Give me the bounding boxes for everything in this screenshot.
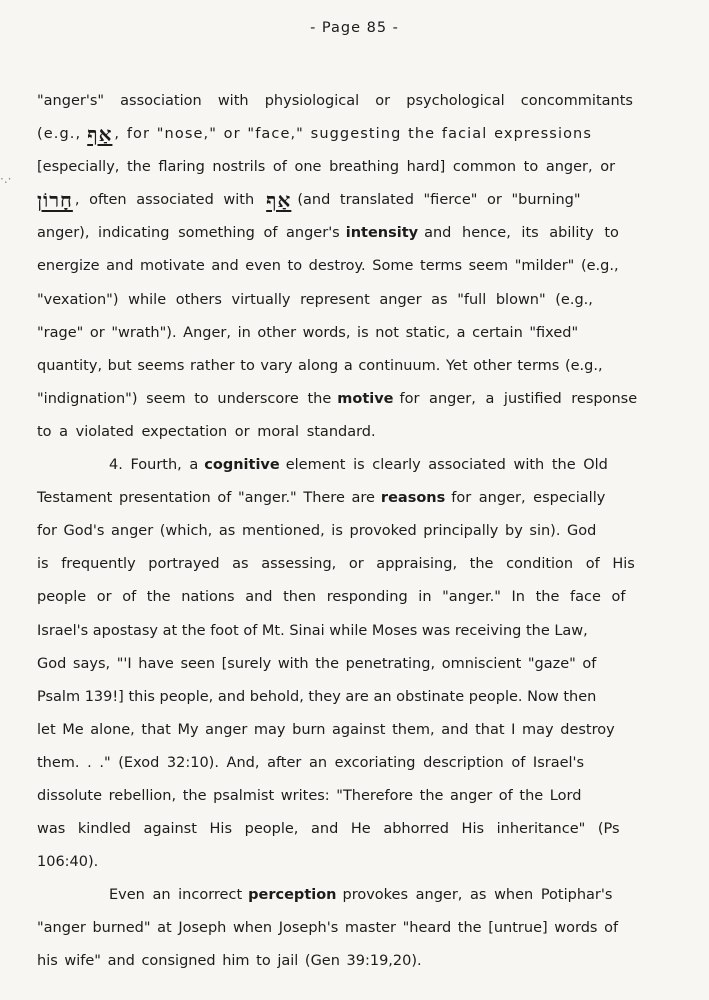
text-line: Israel's apostasy at the foot of Mt. Sinai while Moses was receiving the Law, (37, 622, 588, 639)
text-line: let Me alone, that My anger may burn against them, and that I may destroy (37, 721, 615, 738)
hebrew-aph-2: אַף (266, 188, 292, 213)
text-line: his wife" and consigned him to jail (Gen 39:19,20). (37, 953, 422, 970)
hebrew-haron: חָרוֹן (37, 188, 73, 213)
text-line: to a violated expectation or moral standard. (37, 423, 376, 440)
text-line: them. . ." (Exod 32:10). And, after an excoriating description of Israel's (37, 754, 585, 771)
text-line: "anger's" association with physiological or psychological concommitants (37, 93, 633, 109)
text-line: Psalm 139!] this people, and behold, they are an obstinate people. Now then (37, 688, 597, 705)
page-header: - Page 85 - (310, 20, 399, 36)
text-line: for God's anger (which, as mentioned, is provoked principally by sin). God (37, 523, 597, 540)
text-line: Testament presentation of "anger." There are reasons for anger, especially (37, 490, 606, 507)
text-line: energize and motivate and even to destroy. Some terms seem "milder" (e.g., (37, 258, 619, 275)
text-line: "vexation") while others virtually represent anger as "full blown" (e.g., (37, 291, 593, 308)
text-line: [especially, the flaring nostrils of one breathing hard] common to anger, or (37, 159, 616, 176)
text-line: was kindled against His people, and He abhorred His inheritance" (Ps (37, 821, 620, 838)
text-line: God says, "'I have seen [surely with the penetrating, omniscient "gaze" of (37, 655, 597, 672)
text-line: 4. Fourth, a cognitive element is clearly associated with the Old (109, 457, 608, 474)
hebrew-aph: אַף (87, 122, 113, 147)
text-line: 106:40). (37, 854, 99, 871)
text-line: is frequently portrayed as assessing, or appraising, the condition of His (37, 556, 635, 573)
text-line: (e.g., אַף , for "nose," or "face," suggesting the facial expressions (37, 118, 633, 151)
text-line: "anger burned" at Joseph when Joseph's master "heard the [untrue] words of (37, 920, 619, 937)
text-line: "rage" or "wrath"). Anger, in other words, is not static, a certain "fixed" (37, 324, 579, 341)
stray-mark: ·.· (0, 172, 12, 186)
text-line: people or of the nations and then responding in "anger." In the face of (37, 589, 626, 606)
text-line: quantity, but seems rather to vary along a continuum. Yet other terms (e.g., (37, 357, 603, 374)
text-line: חָרוֹן , often associated with אַף (and translated "fierce" or "burning" (37, 184, 633, 217)
text-line: anger), indicating something of anger's intensity and hence, its ability to (37, 225, 619, 242)
text-line: dissolute rebellion, the psalmist writes: "Therefore the anger of the Lord (37, 787, 582, 804)
text-line: "indignation") seem to underscore the motive for anger, a justified response (37, 390, 638, 407)
text-line: Even an incorrect perception provokes anger, as when Potiphar's (109, 887, 613, 904)
body-text (37, 85, 638, 979)
